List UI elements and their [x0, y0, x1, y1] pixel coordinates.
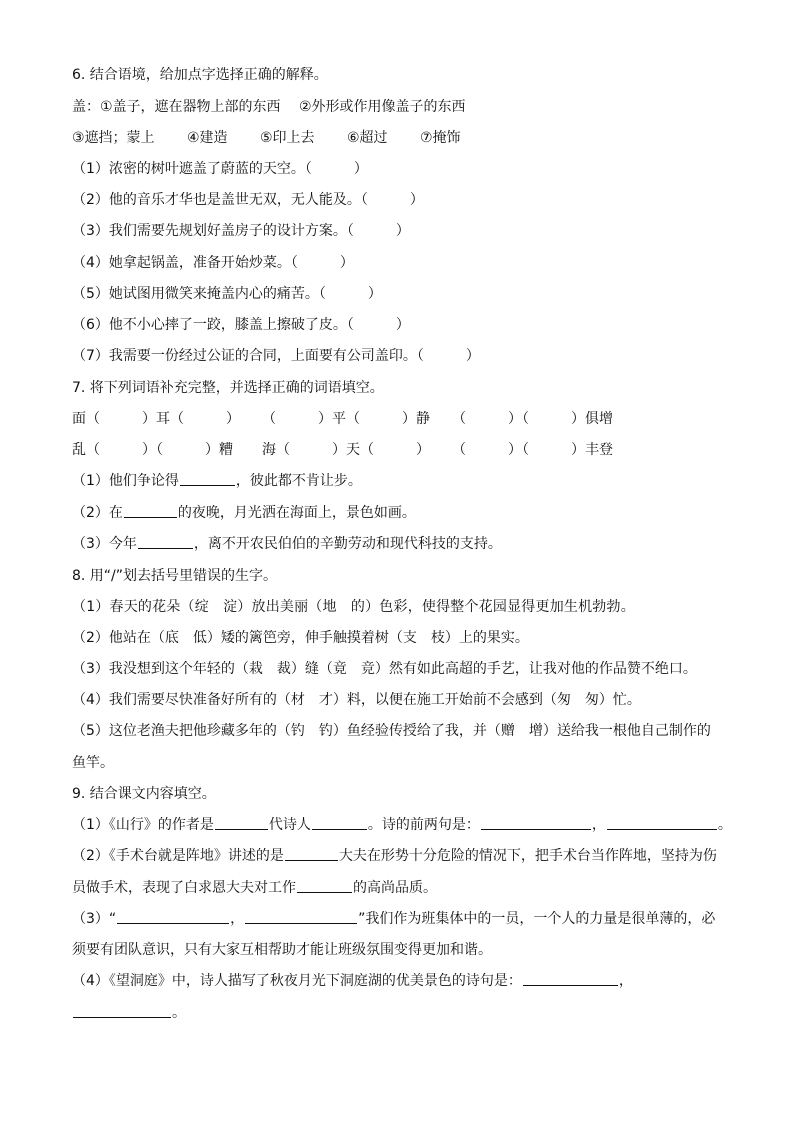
q6-item-text: （1）浓密的树叶遮盖了蔚蓝的天空。（ ）: [72, 161, 368, 177]
q9-i2-text: （2）《手术台就是阵地》讲述的是: [72, 848, 284, 864]
q8-item-5: [72, 719, 724, 743]
q9-item-2: [72, 844, 724, 868]
q9-i4-text: 。: [172, 1005, 186, 1021]
q9-i1-text: 。诗的前两句是：: [367, 817, 480, 833]
q7-s1-text-end: ，彼此都不肯让步。: [235, 473, 362, 489]
q9-i3-text: （3）“: [72, 911, 117, 927]
q6-item-1: [72, 157, 724, 181]
q6-definitions-line-1: [72, 95, 724, 119]
q9-i4-text: ，: [618, 973, 633, 989]
q9-item-4-cont: [72, 1001, 724, 1025]
q7-s1-text: （1）他们争论得: [72, 473, 179, 489]
answer-blank[interactable]: [124, 503, 177, 518]
q8-item-1: [72, 595, 724, 619]
q6-definitions-line-2: [72, 126, 724, 150]
q8-item-text: （1）春天的花朵（绽 淀）放出美丽（地 的）色彩，使得整个花园显得更加生机勃勃。: [72, 599, 635, 615]
q9-item-1: [72, 813, 732, 837]
q8-item-text: （2）他站在（底 低）矮的篱笆旁，伸手触摸着树（支 枝）上的果实。: [72, 630, 529, 646]
answer-blank[interactable]: [481, 815, 591, 830]
q9-title-text: 9. 结合课文内容填空。: [72, 786, 216, 802]
q8-title-text: 8. 用“/”划去括号里错误的生字。: [72, 568, 278, 584]
q7-s2-text: （2）在: [72, 505, 123, 521]
q8-item-text: 鱼竿。: [72, 755, 114, 771]
answer-blank[interactable]: [285, 846, 338, 861]
q6-item-text: （6）他不小心摔了一跤，膝盖上擦破了皮。（ ）: [72, 317, 410, 333]
q8-item-text: （5）这位老渔夫把他珍藏多年的（钓 钓）鱼经验传授给了我，并（赠 增）送给我一根他自己制作的: [72, 723, 711, 739]
q9-i3-text: ”我们作为班集体中的一员，一个人的力量是很单薄的，必: [358, 911, 716, 927]
q9-i2-text: 员做手术，表现了白求恩大夫对工作: [72, 880, 296, 896]
q9-i1-text: 。: [717, 817, 732, 833]
q9-i2-text: 的高尚品质。: [353, 880, 437, 896]
q8-item-5-cont: [72, 751, 724, 775]
answer-blank[interactable]: [117, 909, 229, 924]
q9-item-3: [72, 907, 724, 931]
q7-word-row-2: [72, 438, 724, 462]
q6-item-text: （5）她试图用微笑来掩盖内心的痛苦。（ ）: [72, 286, 382, 302]
answer-blank[interactable]: [180, 471, 235, 486]
q7-s3-text: （3）今年: [72, 536, 137, 552]
q6-item-5: [72, 282, 724, 306]
q8-item-3: [72, 657, 724, 681]
q9-i2-text: 大夫在形势十分危险的情况下，把手术台当作阵地，坚持为伤: [338, 848, 717, 864]
q6-item-6: [72, 313, 724, 337]
q8-item-2: [72, 626, 724, 650]
q8-item-text: （4）我们需要尽快准备好所有的（材 才）料，以便在施工开始前不会感到（匆 匆）忙。: [72, 692, 641, 708]
q7-word-row-1: [72, 407, 724, 431]
q6-item-text: （2）他的音乐才华也是盖世无双，无人能及。（ ）: [72, 192, 424, 208]
answer-blank[interactable]: [73, 1003, 171, 1018]
q9-i1-text: 代诗人: [268, 817, 311, 833]
answer-blank[interactable]: [215, 815, 268, 830]
q9-item-3-cont: [72, 938, 724, 962]
answer-blank[interactable]: [523, 971, 618, 986]
q8-item-4: [72, 688, 724, 712]
q6-title-text: 6. 结合语境，给加点字选择正确的解释。: [72, 67, 328, 83]
q9-title: [72, 782, 724, 806]
q7-word-1: 面（ ）耳（ ）: [72, 411, 240, 427]
q6-title: [72, 63, 724, 87]
q6-def-1: 盖：①盖子，遮在器物上部的东西 ②外形或作用像盖子的东西: [72, 99, 466, 115]
q6-item-text: （4）她拿起锅盖，准备开始炒菜。（ ）: [72, 255, 354, 271]
q7-s2-text-end: 的夜晚，月光洒在海面上，景色如画。: [177, 505, 416, 521]
q8-title: [72, 564, 724, 588]
q6-def-2: ③遮挡；蒙上 ④建造 ⑤印上去 ⑥超过 ⑦掩饰: [72, 130, 461, 146]
q7-s3-text-end: ，离不开农民伯伯的辛勤劳动和现代科技的支持。: [193, 536, 502, 552]
q6-item-3: [72, 219, 724, 243]
q7-word-5: 海（ ）天（ ）: [262, 442, 430, 458]
q9-item-4: [72, 969, 724, 993]
q6-item-text: （3）我们需要先规划好盖房子的设计方案。（ ）: [72, 223, 410, 239]
q6-item-text: （7）我需要一份经过公证的合同，上面要有公司盖印。（ ）: [72, 348, 480, 364]
q7-word-3: （ ）（ ）俱增: [452, 411, 613, 427]
q7-title-text: 7. 将下列词语补充完整，并选择正确的词语填空。: [72, 380, 384, 396]
q8-item-text: （3）我没想到这个年轻的（栽 裁）缝（竟 竞）然有如此高超的手艺，让我对他的作品赞不绝口。: [72, 661, 697, 677]
q9-i1-text: ，: [591, 817, 606, 833]
answer-blank[interactable]: [312, 815, 367, 830]
q9-i3-text: 须要有团队意识，只有大家互相帮助才能让班级氛围变得更加和谐。: [72, 942, 492, 958]
q6-item-2: [72, 188, 724, 212]
q9-i1-text: （1）《山行》的作者是: [72, 817, 214, 833]
q7-sentence-3: [72, 532, 724, 556]
q6-item-4: [72, 251, 724, 275]
q7-sentence-2: [72, 501, 724, 525]
answer-blank[interactable]: [138, 534, 193, 549]
answer-blank[interactable]: [297, 878, 352, 893]
q7-word-2: （ ）平（ ）静: [262, 411, 430, 427]
answer-blank[interactable]: [607, 815, 717, 830]
q6-item-7: [72, 344, 724, 368]
q7-word-6: （ ）（ ）丰登: [452, 442, 613, 458]
answer-blank[interactable]: [245, 909, 357, 924]
q9-item-2-cont: [72, 876, 724, 900]
q7-sentence-1: [72, 469, 724, 493]
q7-word-4: 乱（ ）（ ）糟: [72, 442, 233, 458]
q7-title: [72, 376, 724, 400]
q9-i3-text: ，: [230, 911, 245, 927]
q9-i4-text: （4）《望洞庭》中，诗人描写了秋夜月光下洞庭湖的优美景色的诗句是：: [72, 973, 522, 989]
